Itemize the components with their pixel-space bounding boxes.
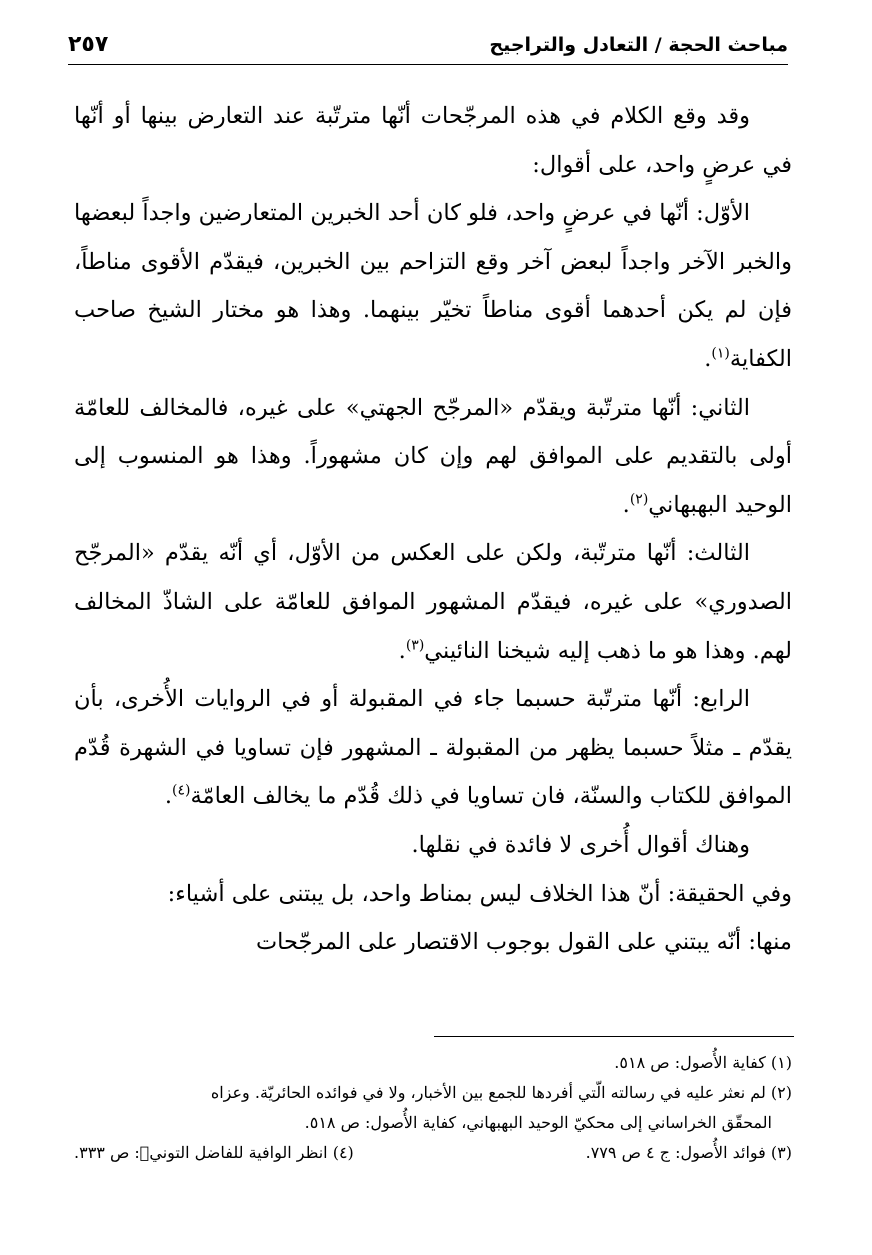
footnote-ref-1: (١) [711,345,730,362]
paragraph-text: الثالث: أنّها مترتّبة، ولكن على العكس من الأوّل، أي أنّه يقدّم «المرجّح الصدوري» على غيره، فيقدّم المشهور الموافق للعامّة على الشاذّ المخالف لهم. وهذا هو ما ذهب إليه شيخنا النائيني [74,540,792,664]
paragraph-among-them: منها: أنّه يبتني على القول بوجوب الاقتصار على المرجّحات [255,929,792,956]
footnote-4: (٤) انظر الوافية للفاضل التوني﷫: ص ٣٣٣. [74,1143,354,1162]
footnote-ref-2: (٢) [629,491,649,508]
footnote-ref-3: (٣) [405,637,425,654]
period: . [704,345,712,372]
paragraph-text: الرابع: أنّها مترتّبة حسبما جاء في المقبولة أو في الروايات الأُخرى، بأن يقدّم ـ مثلاً حسبما يظهر من المقبولة ـ المشهور فإن تساويا في الشهرة قُدّم الموافق للكتاب والسنّة، فان تساويا في ذلك قُدّم ما يخالف العامّة [74,686,792,810]
period: . [622,491,630,518]
paragraph-first-opinion [74,189,792,383]
footnote-2-continued: المحقّق الخراساني إلى محكيّ الوحيد البهبهاني، كفاية الأُصول: ص ٥١٨. [304,1113,772,1132]
footnote-1: (١) كفاية الأُصول: ص ٥١٨. [614,1053,792,1072]
page-number: ٢٥٧ [68,32,109,57]
page-header [68,30,788,65]
footnotes [74,1048,792,1168]
paragraph-fourth-opinion [74,675,792,821]
paragraph-second-opinion [74,384,792,530]
paragraph-text: الثاني: أنّها مترتّبة ويقدّم «المرجّح الجهتي» على غيره، فالمخالف للعامّة أولى بالتقديم على الموافق لهم وإن كان مشهوراً. وهذا هو المنسوب إلى الوحيد البهبهاني [74,394,792,518]
footnote-ref-4: (٤) [172,782,191,799]
main-text [74,92,792,967]
paragraph-reality: وفي الحقيقة: أنّ هذا الخلاف ليس بمناط واحد، بل يبتنى على أشياء: [167,880,792,907]
footnote-separator [434,1036,794,1037]
paragraph-intro: وقد وقع الكلام في هذه المرجّحات أنّها مترتّبة عند التعارض بينها أو أنّها في عرضٍ واحد، على أقوال: [74,103,792,178]
paragraph-text: الأوّل: أنّها في عرضٍ واحد، فلو كان أحد الخبرين المتعارضين واجداً لبعضها والخبر الآخر واجداً لبعض آخر وقع التزاحم بين الخبرين، فيقدّم الأقوى مناطاً، فإن لم يكن أحدهما أقوى مناطاً تخيّر بينهما. وهذا هو مختار الشيخ صاحب الكفاية [74,200,792,372]
running-head: مباحث الحجة / التعادل والتراجيح [489,34,788,56]
footnote-2: (٢) لم نعثر عليه في رسالته الّتي أفردها للجمع بين الأخبار، ولا في فوائده الحائريّة. وعزاه [210,1083,792,1102]
footnote-3: (٣) فوائد الأُصول: ج ٤ ص ٧٧٩. [585,1143,792,1162]
period: . [164,783,172,810]
period: . [398,637,406,664]
paragraph-other-opinions: وهناك أقوال أُخرى لا فائدة في نقلها. [411,831,750,858]
paragraph-third-opinion [74,529,792,675]
footnote-row-3-4 [74,1138,792,1168]
